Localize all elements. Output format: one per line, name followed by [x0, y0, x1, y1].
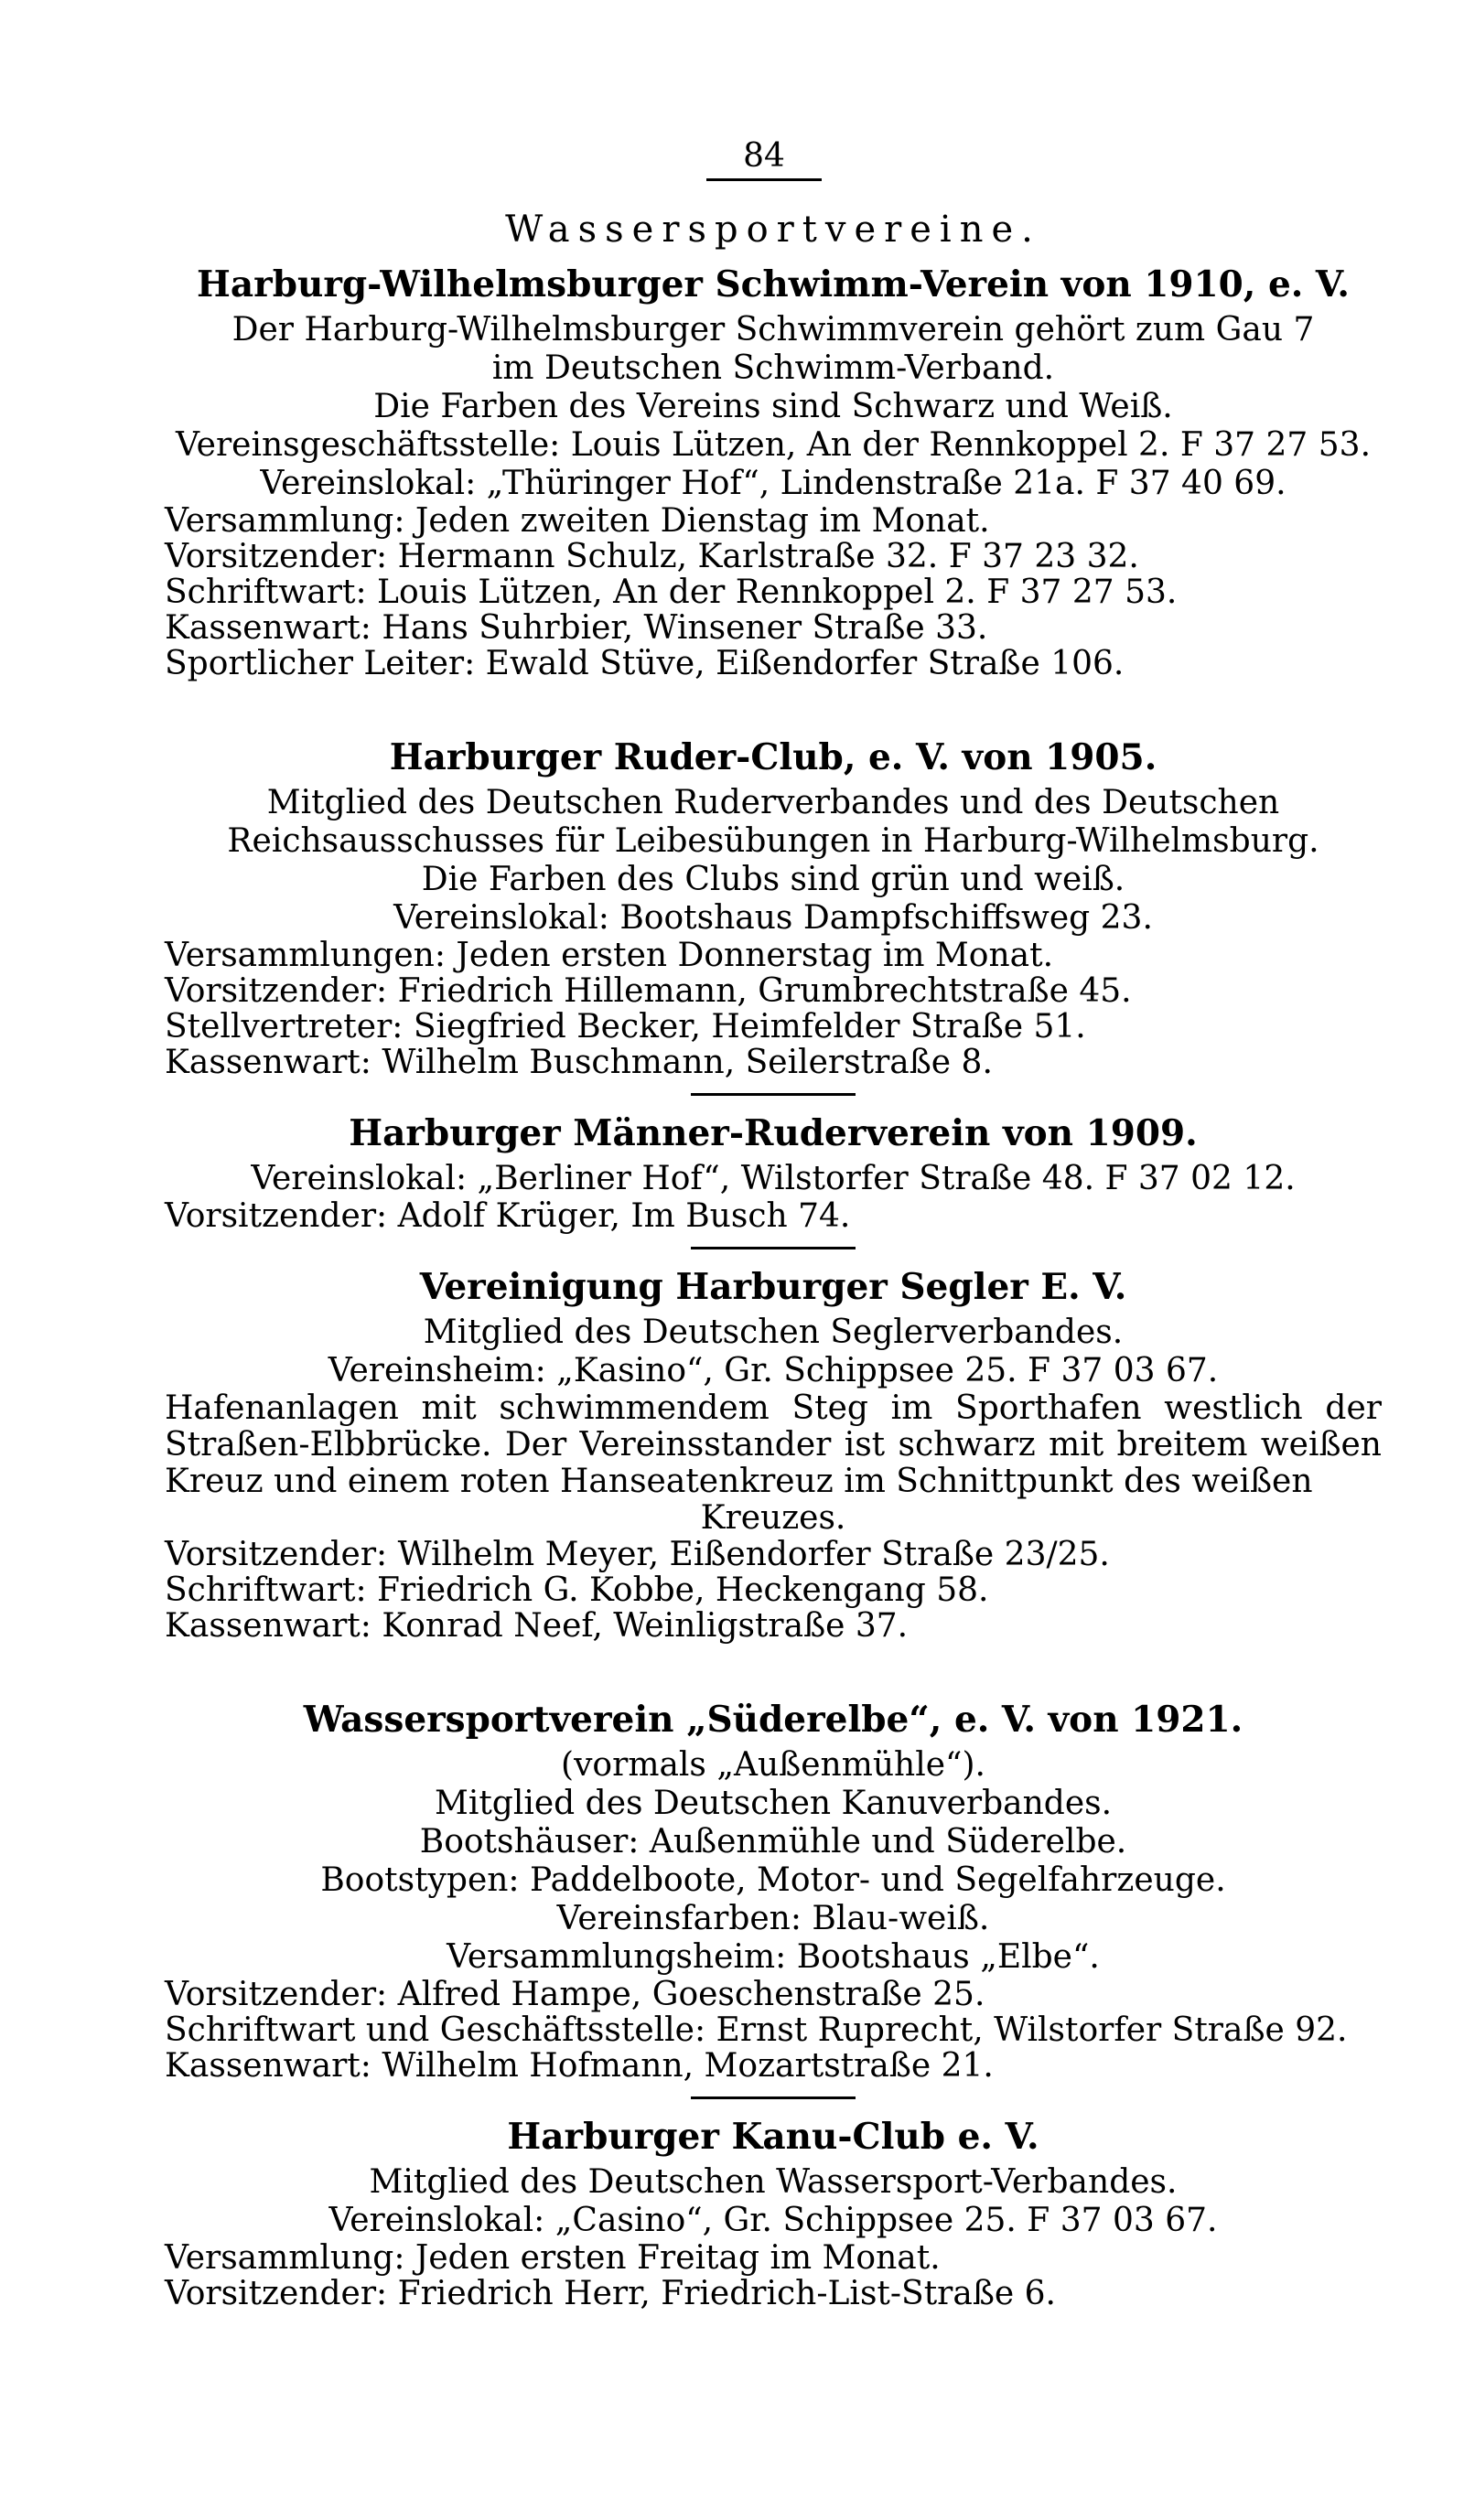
club-info-line: Mitglied des Deutschen Ruderverbandes und des Deutschen: [266, 784, 1280, 821]
club-info-line: Bootstypen: Paddelboote, Motor- und Segelfahrzeuge.: [320, 1861, 1226, 1899]
club-info-line: Vereinsfarben: Blau-weiß.: [556, 1900, 990, 1937]
club-person-line: Vorsitzender: Alfred Hampe, Goeschenstraße 25.: [165, 1976, 985, 2013]
club-person-line: Schriftwart und Geschäftsstelle: Ernst Ruprecht, Wilstorfer Straße 92.: [165, 2011, 1348, 2049]
club-info-line: Vereinslokal: „Thüringer Hof“, Lindenstraße 21a. F 37 40 69.: [260, 465, 1286, 502]
club-info-line: Reichsausschusses für Leibesübungen in Harburg-Wilhelmsburg.: [227, 822, 1319, 860]
club-person-line: Vorsitzender: Friedrich Hillemann, Grumbrechtstraße 45.: [165, 972, 1132, 1010]
section-title: Wassersportvereine.: [505, 209, 1041, 251]
club-name: Wassersportverein „Süderelbe“, e. V. von 1921.: [303, 1699, 1243, 1741]
club-entry-kanu-club: [165, 2116, 1382, 2311]
club-name: Harburger Männer-Ruderverein von 1909.: [349, 1112, 1198, 1154]
club-person-line: Vorsitzender: Adolf Krüger, Im Busch 74.: [165, 1197, 851, 1235]
divider-rule: [691, 1093, 856, 1096]
club-name: Vereinigung Harburger Segler E. V.: [419, 1266, 1127, 1308]
club-person-line: Sportlicher Leiter: Ewald Stüve, Eißendorfer Straße 106.: [165, 645, 1125, 682]
club-info-line: Die Farben des Clubs sind grün und weiß.: [421, 861, 1125, 898]
club-person-line: Versammlung: Jeden ersten Freitag im Monat.: [165, 2239, 941, 2277]
club-person-line: Vorsitzender: Wilhelm Meyer, Eißendorfer Straße 23/25.: [165, 1536, 1110, 1573]
club-entry-segler: [165, 1266, 1382, 1644]
club-info-line: Versammlungsheim: Bootshaus „Elbe“.: [447, 1938, 1100, 1976]
page-number: 84: [706, 137, 822, 181]
club-person-line: Schriftwart: Louis Lützen, An der Rennkoppel 2. F 37 27 53.: [165, 574, 1178, 611]
club-info-line: Vereinsgeschäftsstelle: Louis Lützen, An der Rennkoppel 2. F 37 27 53.: [175, 426, 1372, 464]
club-entry-maenner-ruderverein: [165, 1112, 1382, 1234]
club-entry-ruder-club: [165, 736, 1382, 1080]
club-entry-suederelbe: [165, 1699, 1382, 2084]
club-person-line: Stellvertreter: Siegfried Becker, Heimfelder Straße 51.: [165, 1008, 1086, 1046]
club-info-line: Mitglied des Deutschen Kanuverbandes.: [434, 1785, 1113, 1822]
club-person-line: Versammlung: Jeden zweiten Dienstag im Monat.: [165, 502, 990, 540]
club-person-line: Kassenwart: Hans Suhrbier, Winsener Straße 33.: [165, 609, 988, 647]
club-person-line: Kassenwart: Wilhelm Hofmann, Mozartstraße 21.: [165, 2047, 994, 2085]
club-info-line: Vereinslokal: „Casino“, Gr. Schippsee 25. F 37 03 67.: [328, 2202, 1218, 2239]
club-person-line: Vorsitzender: Friedrich Herr, Friedrich-List-Straße 6.: [165, 2275, 1056, 2312]
club-info-line: Vereinslokal: Bootshaus Dampfschiffsweg 23.: [393, 899, 1153, 937]
club-info-line: Die Farben des Vereins sind Schwarz und Weiß.: [373, 388, 1173, 425]
club-info-line: Vereinslokal: „Berliner Hof“, Wilstorfer Straße 48. F 37 02 12.: [251, 1160, 1296, 1197]
club-person-line: Schriftwart: Friedrich G. Kobbe, Heckengang 58.: [165, 1571, 989, 1609]
club-info-line: (vormals „Außenmühle“).: [561, 1746, 985, 1784]
divider-rule: [691, 1247, 856, 1249]
club-info-line: Der Harburg-Wilhelmsburger Schwimmverein gehört zum Gau 7: [231, 311, 1315, 349]
club-info-line: im Deutschen Schwimm-Verband.: [491, 349, 1055, 387]
divider-rule: [691, 2096, 856, 2099]
club-name: Harburg-Wilhelmsburger Schwimm-Verein von 1910, e. V.: [197, 263, 1350, 306]
section-gap: [165, 1644, 1382, 1686]
club-person-line: Versammlungen: Jeden ersten Donnerstag im Monat.: [165, 937, 1054, 974]
club-description: Hafenanlagen mit schwimmendem Steg im Sporthafen westlich der Straßen-Elbbrücke. Der Vereinsstander ist schwarz mit breitem weißen Kreuz und einem roten Hanseatenkreuz im Schnittpunkt des weißen: [165, 1389, 1382, 1500]
page-number-container: [146, 137, 1382, 181]
club-description-end: Kreuzes.: [700, 1499, 846, 1537]
section-gap: [165, 681, 1382, 724]
club-info-line: Bootshäuser: Außenmühle und Süderelbe.: [419, 1823, 1127, 1861]
club-info-line: Mitglied des Deutschen Seglerverbandes.: [423, 1314, 1124, 1351]
club-entry-schwimm-verein: [165, 263, 1382, 681]
club-name: Harburger Ruder-Club, e. V. von 1905.: [389, 736, 1157, 778]
club-info-line: Mitglied des Deutschen Wassersport-Verbandes.: [369, 2163, 1178, 2201]
club-person-line: Kassenwart: Wilhelm Buschmann, Seilerstraße 8.: [165, 1044, 993, 1081]
club-info-line: Vereinsheim: „Kasino“, Gr. Schippsee 25. F 37 03 67.: [328, 1352, 1219, 1389]
club-person-line: Kassenwart: Konrad Neef, Weinligstraße 37.: [165, 1607, 909, 1645]
club-name: Harburger Kanu-Club e. V.: [507, 2116, 1039, 2158]
club-person-line: Vorsitzender: Hermann Schulz, Karlstraße 32. F 37 23 32.: [165, 538, 1139, 575]
